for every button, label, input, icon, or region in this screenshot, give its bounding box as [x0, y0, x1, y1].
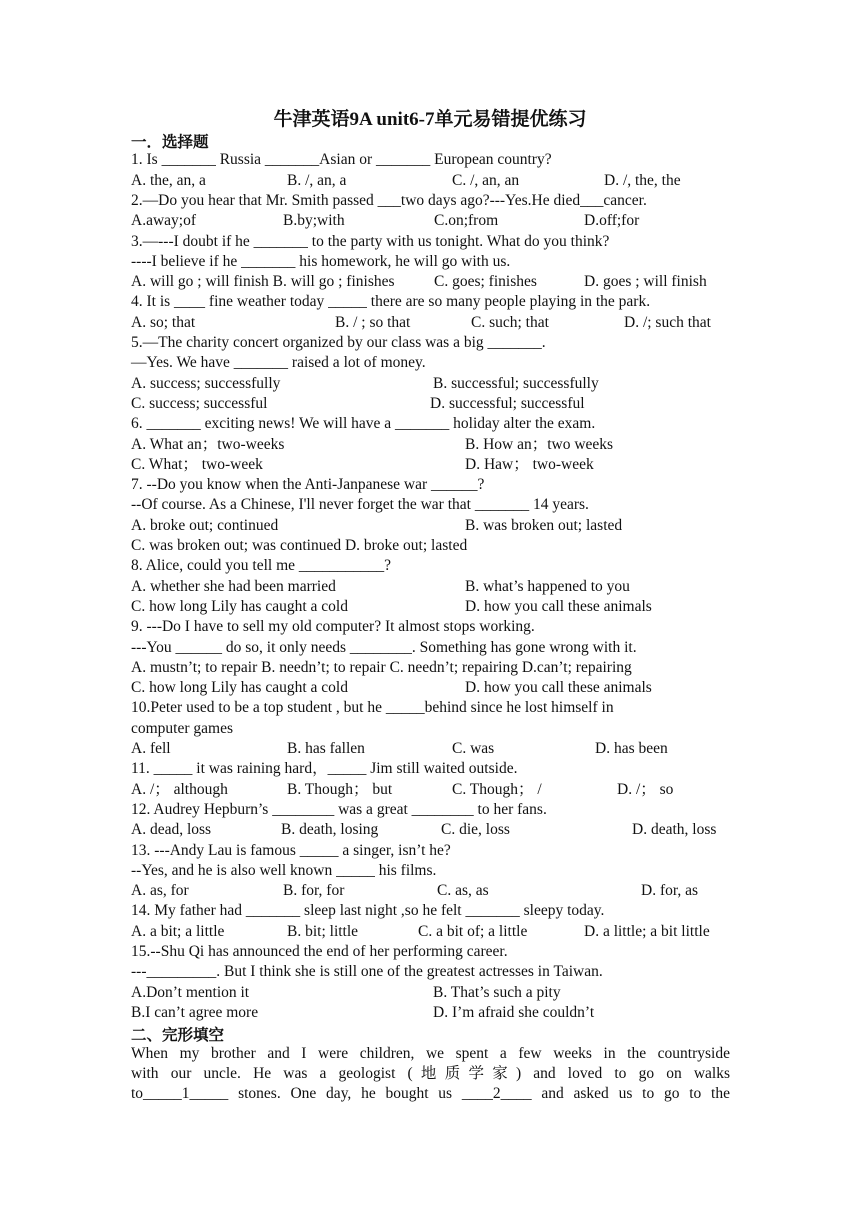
- question-stem: 15.--Shu Qi has announced the end of her performing career.: [131, 943, 508, 960]
- answer-option: C. die, loss: [441, 821, 510, 839]
- question-stem: —Yes. We have _______ raised a lot of money.: [131, 354, 426, 372]
- answer-option: C. how long Lily has caught a cold: [131, 597, 348, 615]
- answer-option: D. /； so: [617, 780, 674, 798]
- passage-line: When my brother and I were children, we spent a few weeks in the countryside: [131, 1044, 730, 1062]
- answer-option: D. for, as: [641, 882, 699, 900]
- answer-option: B.by;with: [283, 212, 345, 230]
- answer-option: B. has fallen: [287, 740, 365, 757]
- answer-option: B. /, an, a: [287, 171, 347, 189]
- question-stem: 13. ---Andy Lau is famous _____ a singer, isn’t he?: [131, 841, 451, 859]
- answer-option: D. how you call these animals: [465, 597, 652, 615]
- answer-option: D.off;for: [584, 212, 640, 230]
- question-stem: 2.—Do you hear that Mr. Smith passed ___two days ago?---Yes.He died___cancer.: [131, 191, 647, 209]
- answer-option: A. What an；two-weeks: [131, 435, 285, 453]
- answer-option: D. death, loss: [632, 821, 717, 839]
- answer-option: B. what’s happened to you: [465, 577, 630, 595]
- question-stem: computer games: [131, 719, 234, 737]
- question-stem: ---_________. But I think she is still one of the greatest actresses in Taiwan.: [131, 963, 603, 981]
- answer-option: C. What； two-week: [131, 455, 263, 473]
- answer-option: A. as, for: [131, 882, 189, 900]
- answer-option: C. a bit of; a little: [418, 922, 528, 940]
- answer-option: A. will go ; will finish B. will go ; finishes: [131, 273, 395, 291]
- question-stem: 14. My father had _______ sleep last night ,so he felt _______ sleepy today.: [131, 902, 605, 920]
- answer-option: C. as, as: [437, 882, 489, 900]
- question-stem: 7. --Do you know when the Anti-Janpanese war ______?: [131, 476, 485, 494]
- answer-option: B. That’s such a pity: [433, 983, 561, 1001]
- answer-option: A. fell: [131, 740, 171, 757]
- answer-option: A. broke out; continued: [131, 516, 279, 534]
- answer-option: C.on;from: [434, 212, 499, 230]
- answer-option: A. whether she had been married: [131, 577, 336, 595]
- question-stem: ---You ______ do so, it only needs ________. Something has gone wrong with it.: [131, 638, 637, 656]
- answer-option: C. such; that: [471, 313, 549, 331]
- answer-option: A. mustn’t; to repair B. needn’t; to repair C. needn’t; repairing D.can’t; repairing: [131, 658, 632, 676]
- question-stem: ----I believe if he _______ his homework, he will go with us.: [131, 252, 511, 270]
- question-stem: 1. Is _______ Russia _______Asian or _______ European country?: [131, 151, 552, 169]
- section-heading-choice: 一．选择题: [131, 134, 209, 151]
- answer-option: D. /; such that: [624, 313, 711, 331]
- answer-option: B. How an；two weeks: [465, 435, 614, 453]
- passage-line: to_____1_____ stones. One day, he bought us ____2____ and asked us to go to the: [131, 1085, 730, 1103]
- answer-option: A. so; that: [131, 313, 196, 331]
- passage-line: with our uncle. He was a geologist (地质学家) and loved to go on walks: [131, 1064, 730, 1082]
- answer-option: B. / ; so that: [335, 313, 411, 331]
- answer-option: D. successful; successful: [430, 394, 585, 412]
- question-stem: 12. Audrey Hepburn’s ________ was a great ________ to her fans.: [131, 800, 547, 818]
- document-title: 牛津英语9A unit6-7单元易错提优练习: [273, 109, 587, 130]
- answer-option: B. death, losing: [281, 821, 379, 839]
- answer-option: D. a little; a bit little: [584, 922, 710, 940]
- answer-option: C. Though； /: [452, 780, 542, 798]
- question-stem: 9. ---Do I have to sell my old computer? It almost stops working.: [131, 618, 535, 636]
- question-stem: 4. It is ____ fine weather today _____ there are so many people playing in the park.: [131, 293, 651, 311]
- answer-option: C. success; successful: [131, 394, 268, 412]
- answer-option: B. bit; little: [287, 922, 359, 940]
- answer-option: C. was broken out; was continued D. broke out; lasted: [131, 537, 468, 554]
- answer-option: B. successful; successfully: [433, 374, 599, 392]
- answer-option: B. for, for: [283, 882, 345, 900]
- answer-option: B. was broken out; lasted: [465, 516, 623, 534]
- question-stem: 6. _______ exciting news! We will have a _______ holiday alter the exam.: [131, 415, 596, 433]
- answer-option: D. /, the, the: [604, 171, 681, 189]
- answer-option: D. Haw； two-week: [465, 455, 594, 473]
- question-stem: 3.—---I doubt if he _______ to the party with us tonight. What do you think?: [131, 232, 610, 250]
- question-stem: --Yes, and he is also well known _____ his films.: [131, 861, 437, 879]
- answer-option: A. the, an, a: [131, 171, 206, 189]
- answer-option: A. a bit; a little: [131, 922, 225, 940]
- answer-option: C. how long Lily has caught a cold: [131, 679, 348, 697]
- answer-option: C. was: [452, 740, 495, 757]
- answer-option: A. success; successfully: [131, 374, 281, 392]
- answer-option: A.away;of: [131, 212, 196, 230]
- answer-option: D. has been: [595, 740, 668, 757]
- answer-option: B.I can’t agree more: [131, 1003, 259, 1021]
- question-stem: 8. Alice, could you tell me ___________?: [131, 557, 392, 575]
- answer-option: D. how you call these animals: [465, 679, 652, 697]
- answer-option: A.Don’t mention it: [131, 983, 250, 1001]
- question-stem: 10.Peter used to be a top student , but he _____behind since he lost himself in: [131, 699, 614, 717]
- answer-option: C. goes; finishes: [434, 273, 537, 291]
- question-stem: 11. _____ it was raining hard，_____ Jim still waited outside.: [131, 760, 518, 778]
- answer-option: D. I’m afraid she couldn’t: [433, 1003, 595, 1021]
- answer-option: A. dead, loss: [131, 821, 212, 839]
- section-heading-cloze: 二、完形填空: [131, 1027, 225, 1045]
- answer-option: D. goes ; will finish: [584, 273, 707, 291]
- answer-option: A. /； although: [131, 780, 228, 798]
- question-stem: --Of course. As a Chinese, I'll never forget the war that _______ 14 years.: [131, 496, 589, 514]
- question-stem: 5.—The charity concert organized by our class was a big _______.: [131, 334, 546, 351]
- answer-option: B. Though； but: [287, 780, 393, 798]
- answer-option: C. /, an, an: [452, 171, 520, 189]
